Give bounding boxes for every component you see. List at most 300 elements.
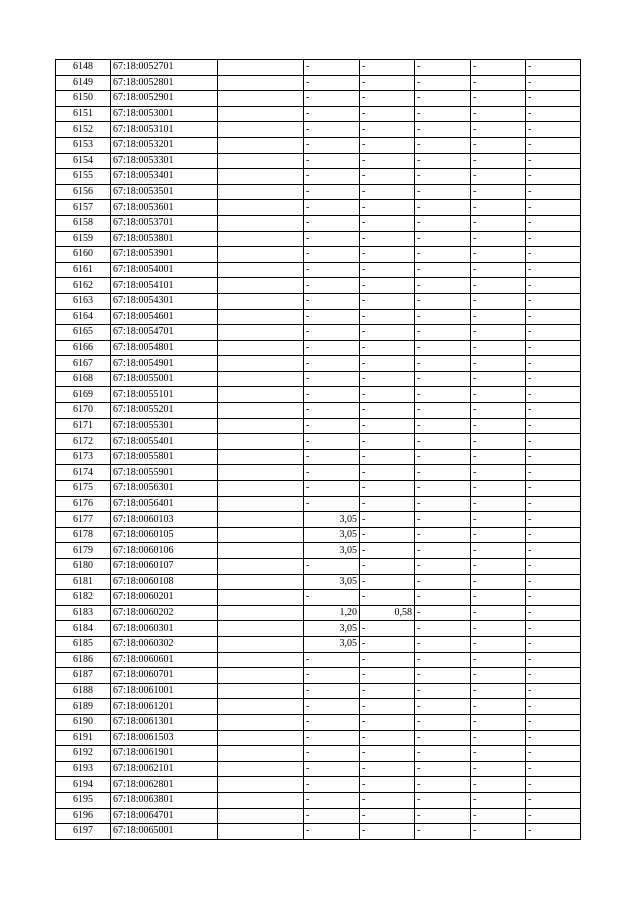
value-cell-4: 3,05 [304,543,360,559]
table-row [56,621,581,637]
value-cell-5: - [360,418,415,434]
value-cell-7: - [471,761,526,777]
row-number-cell: 6166 [56,340,111,356]
value-cell-8: - [526,356,581,372]
value-cell-5: - [360,512,415,528]
value-cell-7: - [471,465,526,481]
cadastral-code-cell: 67:18:0055001 [111,371,218,387]
value-cell-7: - [471,293,526,309]
row-number-cell: 6171 [56,418,111,434]
value-cell-6: - [415,75,471,91]
data-table [55,59,581,840]
value-cell-6: - [415,403,471,419]
value-cell-7: - [471,371,526,387]
value-cell-6: - [415,153,471,169]
cadastral-code-cell: 67:18:0063801 [111,792,218,808]
value-cell-7: - [471,746,526,762]
table-row [56,481,581,497]
row-number-cell: 6185 [56,636,111,652]
row-number-cell: 6164 [56,309,111,325]
row-number-cell: 6192 [56,746,111,762]
value-cell-8: - [526,184,581,200]
cadastral-code-cell: 67:18:0054101 [111,278,218,294]
value-cell-8: - [526,215,581,231]
value-cell-7: - [471,574,526,590]
value-cell-7: - [471,278,526,294]
value-cell-5: - [360,559,415,575]
empty-cell [218,481,304,497]
value-cell-8: - [526,309,581,325]
table-row [56,137,581,153]
value-cell-7: - [471,137,526,153]
empty-cell [218,605,304,621]
value-cell-5: - [360,434,415,450]
row-number-cell: 6148 [56,60,111,76]
value-cell-7: - [471,543,526,559]
value-cell-4: - [304,231,360,247]
value-cell-8: - [526,200,581,216]
value-cell-8: - [526,153,581,169]
empty-cell [218,699,304,715]
empty-cell [218,792,304,808]
table-row [56,543,581,559]
value-cell-5: - [360,371,415,387]
value-cell-8: - [526,668,581,684]
value-cell-6: - [415,621,471,637]
value-cell-4: - [304,122,360,138]
value-cell-7: - [471,153,526,169]
row-number-cell: 6162 [56,278,111,294]
empty-cell [218,340,304,356]
value-cell-4: - [304,247,360,263]
row-number-cell: 6167 [56,356,111,372]
table-row [56,699,581,715]
cadastral-code-cell: 67:18:0053101 [111,122,218,138]
table-row [56,387,581,403]
row-number-cell: 6154 [56,153,111,169]
value-cell-7: - [471,621,526,637]
row-number-cell: 6190 [56,714,111,730]
value-cell-4: - [304,559,360,575]
value-cell-6: - [415,231,471,247]
table-row [56,293,581,309]
value-cell-8: - [526,418,581,434]
empty-cell [218,636,304,652]
value-cell-6: - [415,184,471,200]
table-row [56,559,581,575]
row-number-cell: 6168 [56,371,111,387]
row-number-cell: 6186 [56,652,111,668]
value-cell-7: - [471,325,526,341]
value-cell-4: - [304,668,360,684]
value-cell-5: - [360,340,415,356]
cadastral-code-cell: 67:18:0061201 [111,699,218,715]
value-cell-6: - [415,215,471,231]
value-cell-5: - [360,496,415,512]
row-number-cell: 6163 [56,293,111,309]
empty-cell [218,543,304,559]
value-cell-7: - [471,730,526,746]
value-cell-5: - [360,325,415,341]
table-row [56,496,581,512]
value-cell-5: - [360,683,415,699]
row-number-cell: 6150 [56,91,111,107]
value-cell-8: - [526,403,581,419]
cadastral-code-cell: 67:18:0053701 [111,215,218,231]
cadastral-code-cell: 67:18:0052901 [111,91,218,107]
value-cell-5: 0,58 [360,605,415,621]
value-cell-5: - [360,137,415,153]
row-number-cell: 6173 [56,449,111,465]
empty-cell [218,247,304,263]
value-cell-7: - [471,824,526,840]
table-row [56,91,581,107]
value-cell-5: - [360,621,415,637]
cadastral-code-cell: 67:18:0054701 [111,325,218,341]
table-row [56,247,581,263]
table-row [56,512,581,528]
value-cell-5: - [360,543,415,559]
value-cell-4: - [304,777,360,793]
value-cell-8: - [526,574,581,590]
value-cell-8: - [526,699,581,715]
value-cell-6: - [415,356,471,372]
value-cell-6: - [415,293,471,309]
cadastral-code-cell: 67:18:0054901 [111,356,218,372]
value-cell-6: - [415,808,471,824]
value-cell-8: - [526,621,581,637]
value-cell-7: - [471,184,526,200]
row-number-cell: 6181 [56,574,111,590]
value-cell-6: - [415,746,471,762]
value-cell-8: - [526,106,581,122]
empty-cell [218,496,304,512]
empty-cell [218,777,304,793]
value-cell-4: - [304,418,360,434]
value-cell-6: - [415,60,471,76]
row-number-cell: 6153 [56,137,111,153]
value-cell-8: - [526,465,581,481]
value-cell-6: - [415,262,471,278]
value-cell-4: - [304,75,360,91]
value-cell-8: - [526,481,581,497]
table-row [56,184,581,200]
value-cell-5: - [360,106,415,122]
value-cell-4: 3,05 [304,621,360,637]
empty-cell [218,683,304,699]
empty-cell [218,714,304,730]
value-cell-5: - [360,293,415,309]
value-cell-6: - [415,683,471,699]
row-number-cell: 6183 [56,605,111,621]
value-cell-5: - [360,574,415,590]
row-number-cell: 6172 [56,434,111,450]
empty-cell [218,371,304,387]
value-cell-6: - [415,340,471,356]
value-cell-8: - [526,75,581,91]
value-cell-5: - [360,668,415,684]
row-number-cell: 6176 [56,496,111,512]
value-cell-6: - [415,730,471,746]
empty-cell [218,60,304,76]
value-cell-8: - [526,60,581,76]
table-row [56,153,581,169]
value-cell-7: - [471,512,526,528]
table-row [56,792,581,808]
cadastral-code-cell: 67:18:0055901 [111,465,218,481]
cadastral-code-cell: 67:18:0061001 [111,683,218,699]
value-cell-8: - [526,262,581,278]
value-cell-7: - [471,356,526,372]
cadastral-code-cell: 67:18:0065001 [111,824,218,840]
value-cell-5: - [360,449,415,465]
table-row [56,340,581,356]
cadastral-code-cell: 67:18:0054301 [111,293,218,309]
value-cell-7: - [471,792,526,808]
value-cell-7: - [471,434,526,450]
value-cell-4: - [304,200,360,216]
empty-cell [218,527,304,543]
value-cell-7: - [471,106,526,122]
value-cell-7: - [471,309,526,325]
value-cell-8: - [526,714,581,730]
row-number-cell: 6174 [56,465,111,481]
value-cell-7: - [471,559,526,575]
value-cell-4: 3,05 [304,512,360,528]
value-cell-6: - [415,792,471,808]
empty-cell [218,761,304,777]
cadastral-code-cell: 67:18:0060103 [111,512,218,528]
table-row [56,403,581,419]
value-cell-6: - [415,325,471,341]
value-cell-5: - [360,777,415,793]
value-cell-4: - [304,325,360,341]
row-number-cell: 6188 [56,683,111,699]
empty-cell [218,730,304,746]
value-cell-4: - [304,730,360,746]
value-cell-8: - [526,325,581,341]
value-cell-5: - [360,91,415,107]
value-cell-7: - [471,75,526,91]
value-cell-5: - [360,262,415,278]
row-number-cell: 6149 [56,75,111,91]
value-cell-8: - [526,512,581,528]
row-number-cell: 6152 [56,122,111,138]
value-cell-6: - [415,278,471,294]
value-cell-5: - [360,824,415,840]
value-cell-8: - [526,636,581,652]
empty-cell [218,512,304,528]
value-cell-5: - [360,231,415,247]
table-row [56,636,581,652]
value-cell-7: - [471,247,526,263]
value-cell-5: - [360,60,415,76]
value-cell-8: - [526,231,581,247]
row-number-cell: 6159 [56,231,111,247]
value-cell-4: 3,05 [304,636,360,652]
value-cell-4: - [304,60,360,76]
value-cell-8: - [526,293,581,309]
value-cell-5: - [360,808,415,824]
cadastral-code-cell: 67:18:0055301 [111,418,218,434]
value-cell-5: - [360,200,415,216]
table-body [56,60,581,840]
value-cell-4: - [304,699,360,715]
row-number-cell: 6187 [56,668,111,684]
cadastral-code-cell: 67:18:0061901 [111,746,218,762]
cadastral-code-cell: 67:18:0060107 [111,559,218,575]
value-cell-5: - [360,75,415,91]
value-cell-7: - [471,340,526,356]
value-cell-8: - [526,527,581,543]
cadastral-code-cell: 67:18:0053801 [111,231,218,247]
cadastral-code-cell: 67:18:0053601 [111,200,218,216]
empty-cell [218,122,304,138]
cadastral-code-cell: 67:18:0061301 [111,714,218,730]
value-cell-5: - [360,590,415,606]
value-cell-4: - [304,356,360,372]
cadastral-code-cell: 67:18:0061503 [111,730,218,746]
empty-cell [218,590,304,606]
value-cell-4: - [304,652,360,668]
value-cell-6: - [415,418,471,434]
row-number-cell: 6165 [56,325,111,341]
value-cell-5: - [360,636,415,652]
row-number-cell: 6184 [56,621,111,637]
empty-cell [218,808,304,824]
value-cell-5: - [360,792,415,808]
value-cell-8: - [526,434,581,450]
value-cell-5: - [360,699,415,715]
row-number-cell: 6158 [56,215,111,231]
empty-cell [218,231,304,247]
cadastral-code-cell: 67:18:0060105 [111,527,218,543]
empty-cell [218,449,304,465]
value-cell-6: - [415,91,471,107]
empty-cell [218,668,304,684]
value-cell-5: - [360,247,415,263]
value-cell-8: - [526,559,581,575]
value-cell-5: - [360,481,415,497]
empty-cell [218,621,304,637]
cadastral-code-cell: 67:18:0055201 [111,403,218,419]
empty-cell [218,403,304,419]
value-cell-7: - [471,169,526,185]
value-cell-5: - [360,465,415,481]
cadastral-code-cell: 67:18:0060108 [111,574,218,590]
table-row [56,683,581,699]
empty-cell [218,75,304,91]
value-cell-6: - [415,200,471,216]
cadastral-code-cell: 67:18:0053401 [111,169,218,185]
row-number-cell: 6196 [56,808,111,824]
value-cell-5: - [360,746,415,762]
value-cell-7: - [471,200,526,216]
value-cell-4: - [304,449,360,465]
value-cell-4: - [304,792,360,808]
table-row [56,106,581,122]
value-cell-5: - [360,714,415,730]
value-cell-6: - [415,527,471,543]
value-cell-4: - [304,215,360,231]
value-cell-7: - [471,590,526,606]
row-number-cell: 6160 [56,247,111,263]
empty-cell [218,309,304,325]
cadastral-code-cell: 67:18:0055401 [111,434,218,450]
table-row [56,761,581,777]
empty-cell [218,153,304,169]
value-cell-8: - [526,590,581,606]
value-cell-6: - [415,449,471,465]
value-cell-6: - [415,106,471,122]
empty-cell [218,356,304,372]
value-cell-4: - [304,714,360,730]
value-cell-6: - [415,543,471,559]
cadastral-code-cell: 67:18:0053201 [111,137,218,153]
value-cell-6: - [415,605,471,621]
cadastral-code-cell: 67:18:0054801 [111,340,218,356]
table-row [56,356,581,372]
empty-cell [218,652,304,668]
cadastral-code-cell: 67:18:0060601 [111,652,218,668]
value-cell-4: - [304,761,360,777]
cadastral-code-cell: 67:18:0055101 [111,387,218,403]
cadastral-code-cell: 67:18:0060106 [111,543,218,559]
value-cell-6: - [415,590,471,606]
value-cell-4: - [304,278,360,294]
empty-cell [218,824,304,840]
cadastral-code-cell: 67:18:0056401 [111,496,218,512]
row-number-cell: 6194 [56,777,111,793]
value-cell-5: - [360,761,415,777]
value-cell-7: - [471,403,526,419]
value-cell-8: - [526,169,581,185]
value-cell-4: - [304,590,360,606]
value-cell-6: - [415,777,471,793]
cadastral-code-cell: 67:18:0062101 [111,761,218,777]
row-number-cell: 6175 [56,481,111,497]
table-row [56,215,581,231]
value-cell-4: - [304,465,360,481]
empty-cell [218,574,304,590]
value-cell-6: - [415,465,471,481]
value-cell-5: - [360,387,415,403]
row-number-cell: 6151 [56,106,111,122]
row-number-cell: 6195 [56,792,111,808]
empty-cell [218,184,304,200]
value-cell-4: - [304,387,360,403]
row-number-cell: 6179 [56,543,111,559]
table-row [56,574,581,590]
row-number-cell: 6177 [56,512,111,528]
value-cell-6: - [415,652,471,668]
cadastral-code-cell: 67:18:0060301 [111,621,218,637]
value-cell-7: - [471,636,526,652]
value-cell-5: - [360,356,415,372]
value-cell-4: - [304,153,360,169]
value-cell-8: - [526,761,581,777]
table-row [56,60,581,76]
cadastral-code-cell: 67:18:0060302 [111,636,218,652]
value-cell-7: - [471,481,526,497]
value-cell-6: - [415,122,471,138]
table-row [56,278,581,294]
value-cell-6: - [415,761,471,777]
row-number-cell: 6191 [56,730,111,746]
table-row [56,371,581,387]
value-cell-5: - [360,652,415,668]
value-cell-4: - [304,746,360,762]
